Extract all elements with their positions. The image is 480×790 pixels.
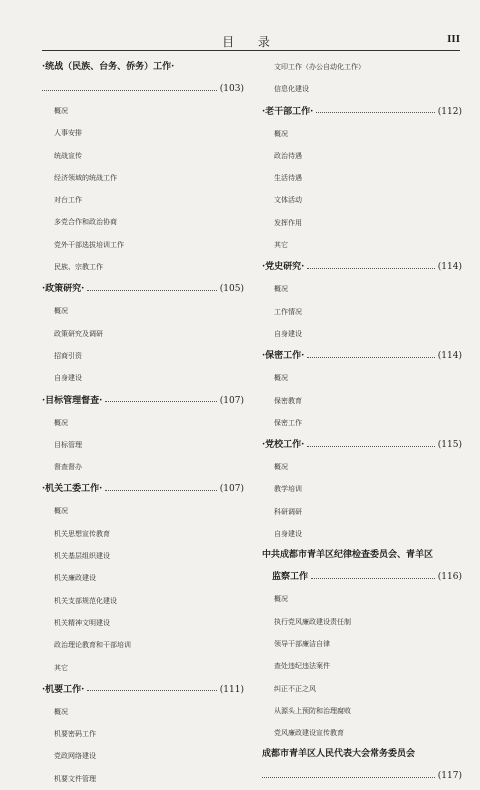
toc-section bbox=[262, 345, 462, 367]
toc-entry: 概况 bbox=[54, 418, 68, 427]
toc-entry: 机关基层组织建设 bbox=[54, 552, 110, 561]
header-rule bbox=[42, 50, 460, 51]
toc-entry: 教学培训 bbox=[274, 485, 302, 494]
section-title: ·党校工作· bbox=[262, 440, 305, 451]
toc-entry: 概况 bbox=[54, 107, 68, 115]
toc-entry: 文体活动 bbox=[274, 196, 302, 205]
toc-entry: 信息化建设 bbox=[274, 85, 309, 94]
toc-entry: 党外干部选拔培训工作 bbox=[54, 240, 124, 249]
toc-entry: 人事安排 bbox=[54, 129, 82, 138]
toc-entry: 概况 bbox=[274, 463, 288, 472]
toc-entry: 督查督办 bbox=[54, 463, 82, 472]
page-number: (105) bbox=[219, 284, 244, 295]
page-number: (114) bbox=[437, 351, 462, 362]
toc-entry: 政治理论教育和干部培训 bbox=[54, 641, 131, 650]
section-title: ·政策研究· bbox=[42, 284, 85, 295]
toc-entry: 自身建设 bbox=[54, 374, 82, 383]
section-title: ·党史研究· bbox=[262, 262, 305, 273]
section-title: ·机关工委工作· bbox=[42, 484, 103, 495]
header-title: 目 录 bbox=[222, 35, 280, 49]
toc-entry: 发挥作用 bbox=[274, 218, 302, 227]
toc-section bbox=[262, 434, 462, 456]
toc-entry: 概况 bbox=[274, 374, 288, 383]
dot-leader bbox=[307, 446, 435, 447]
page-number: (115) bbox=[437, 440, 462, 451]
toc-left-column bbox=[42, 56, 244, 790]
toc-entry: 目标管理 bbox=[54, 440, 82, 449]
toc-entry: 机关思想宣传教育 bbox=[54, 529, 110, 538]
toc-entry: 概况 bbox=[274, 129, 288, 138]
toc-entry: 招商引资 bbox=[54, 351, 82, 360]
page-number: (117) bbox=[437, 771, 462, 782]
toc-section bbox=[42, 278, 244, 300]
toc-entry: 机关支部规范化建设 bbox=[54, 596, 117, 605]
toc-entry: 概况 bbox=[274, 595, 288, 604]
page-number: (107) bbox=[219, 484, 244, 495]
dot-leader bbox=[87, 290, 217, 291]
dot-leader bbox=[307, 357, 435, 358]
toc-section bbox=[42, 56, 244, 78]
dot-leader bbox=[307, 268, 435, 269]
dot-leader bbox=[262, 777, 435, 778]
toc-entry: 领导干部廉洁自律 bbox=[274, 639, 330, 648]
page-header bbox=[42, 33, 460, 49]
toc-entry: 对台工作 bbox=[54, 196, 82, 205]
toc-entry: 经济领域的统战工作 bbox=[54, 173, 117, 182]
page-number: (114) bbox=[437, 262, 462, 273]
toc-entry: 概况 bbox=[274, 285, 288, 294]
toc-section bbox=[42, 390, 244, 412]
toc-entry: 政治待遇 bbox=[274, 151, 302, 160]
page-number: (112) bbox=[437, 106, 462, 117]
dot-leader bbox=[87, 690, 217, 691]
page-number: (107) bbox=[219, 395, 244, 406]
toc-section bbox=[262, 101, 462, 123]
toc-entry: 统战宣传 bbox=[54, 151, 82, 160]
toc-entry: 自身建设 bbox=[274, 329, 302, 338]
toc-section bbox=[42, 478, 244, 500]
dot-leader bbox=[42, 90, 217, 91]
toc-entry: 民族、宗教工作 bbox=[54, 263, 103, 272]
toc-entry: 党风廉政建设宣传教育 bbox=[274, 729, 344, 738]
toc-section-continuation bbox=[42, 78, 244, 100]
toc-entry: 工作情况 bbox=[274, 307, 302, 316]
toc-entry: 保密教育 bbox=[274, 396, 302, 405]
toc-entry: 生活待遇 bbox=[274, 174, 302, 183]
toc-entry: 科研调研 bbox=[274, 507, 302, 516]
section-title: ·目标管理督查· bbox=[42, 395, 103, 406]
dot-leader bbox=[105, 401, 217, 402]
toc-entry: 党政网络建设 bbox=[54, 752, 96, 761]
toc-entry: 自身建设 bbox=[274, 530, 302, 539]
toc-entry: 政策研究及调研 bbox=[54, 329, 103, 338]
toc-entry: 查处违纪违法案件 bbox=[274, 662, 330, 671]
page-number: (111) bbox=[219, 684, 244, 695]
page-number: (116) bbox=[437, 572, 462, 583]
dot-leader bbox=[311, 578, 435, 579]
toc-entry: 纠正不正之风 bbox=[274, 684, 316, 693]
toc-entry: 机要文件管理 bbox=[54, 774, 96, 783]
toc-entry: 概况 bbox=[54, 307, 68, 316]
toc-section bbox=[42, 679, 244, 701]
dot-leader bbox=[105, 490, 217, 491]
toc-section bbox=[262, 744, 462, 765]
section-title: ·老干部工作· bbox=[262, 106, 314, 117]
section-title: 中共成都市青羊区纪律检查委员会、青羊区 bbox=[262, 550, 434, 561]
toc-entry: 执行党风廉政建设责任制 bbox=[274, 617, 351, 626]
section-title: 成都市青羊区人民代表大会常务委员会 bbox=[262, 749, 416, 760]
toc-section-continuation bbox=[262, 566, 462, 588]
toc-right-column bbox=[262, 56, 462, 787]
toc-section bbox=[262, 256, 462, 278]
page-number: (103) bbox=[219, 84, 244, 94]
toc-entry: 概况 bbox=[54, 707, 68, 716]
toc-section bbox=[262, 545, 462, 566]
toc-entry: 其它 bbox=[274, 241, 288, 250]
toc-entry: 文印工作（办公自动化工作） bbox=[274, 63, 365, 71]
toc-entry: 概况 bbox=[54, 507, 68, 516]
section-title: ·保密工作· bbox=[262, 351, 305, 362]
toc-entry: 机关精神文明建设 bbox=[54, 618, 110, 627]
toc-entry: 机要密码工作 bbox=[54, 730, 96, 739]
toc-entry: 从源头上预防和治理腐败 bbox=[274, 706, 351, 715]
section-title: 监察工作 bbox=[272, 572, 309, 583]
toc-entry: 机关廉政建设 bbox=[54, 574, 96, 583]
toc-section-continuation bbox=[262, 765, 462, 787]
toc-entry: 多党合作和政治协商 bbox=[54, 218, 117, 227]
toc-entry: 其它 bbox=[54, 663, 68, 672]
section-title: ·统战（民族、台务、侨务）工作· bbox=[42, 62, 175, 72]
header-page-number: III bbox=[447, 33, 460, 45]
toc-entry: 保密工作 bbox=[274, 418, 302, 427]
dot-leader bbox=[316, 112, 435, 113]
section-title: ·机要工作· bbox=[42, 684, 85, 695]
